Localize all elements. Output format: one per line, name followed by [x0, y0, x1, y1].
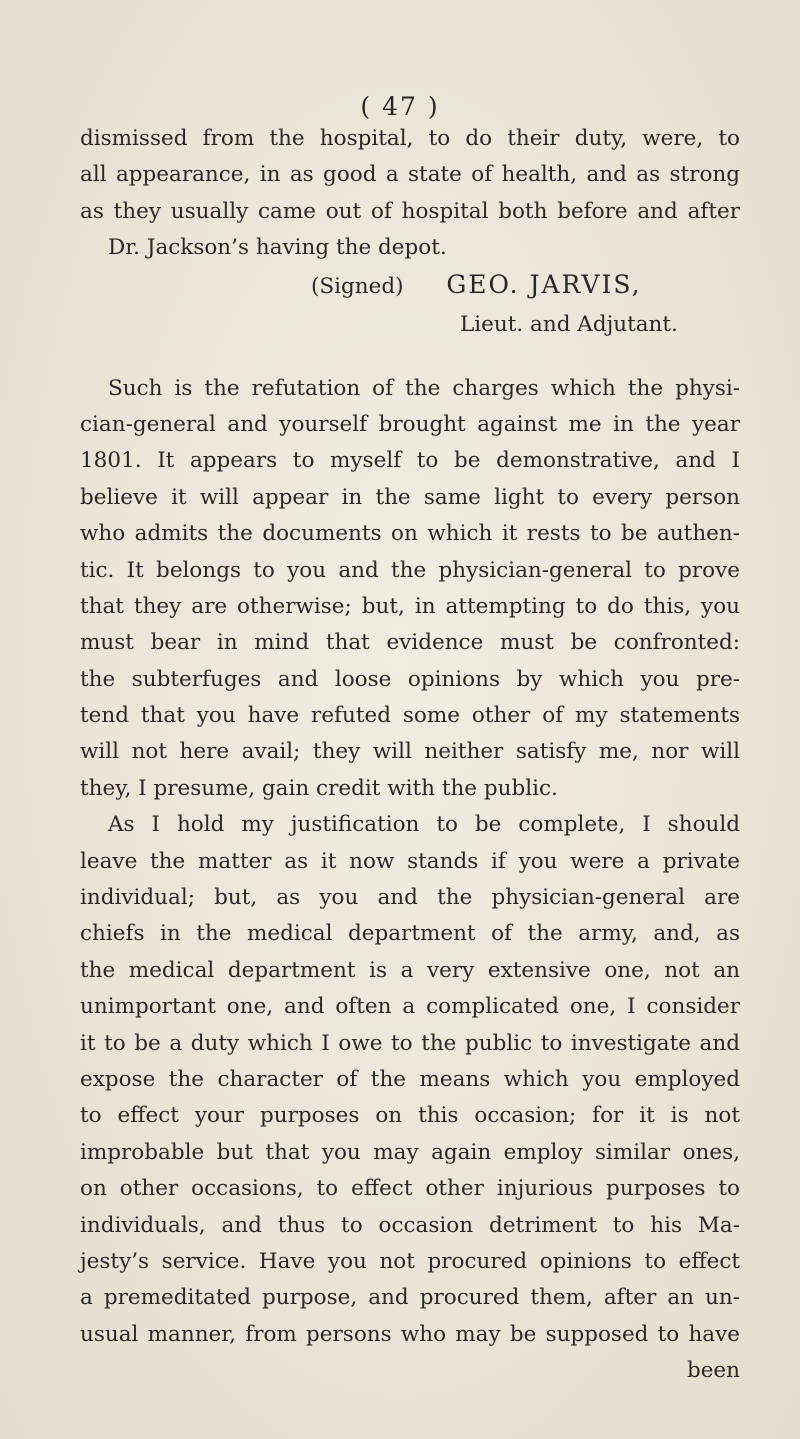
letter-closing	[80, 121, 740, 267]
signer-name: GEO. JARVIS,	[446, 269, 642, 299]
text-line: improbable but that you may again employ similar ones,	[80, 1139, 740, 1165]
text-line: all appearance, in as good a state of health, and as strong	[80, 162, 740, 188]
signature-row	[80, 267, 740, 307]
signature-block	[80, 267, 740, 345]
paragraph-gap	[80, 345, 740, 371]
text-line: Such is the refutation of the charges which the physi-	[108, 375, 740, 401]
signer-rank: Lieut. and Adjutant.	[460, 311, 678, 337]
paragraph-refutation	[80, 371, 740, 808]
text-line: expose the character of the means which you employed	[80, 1066, 740, 1092]
text-line: As I hold my justification to be complete, I should	[108, 812, 740, 838]
paragraph-justification	[80, 807, 740, 1353]
body-text	[80, 121, 740, 1389]
text-line: leave the matter as it now stands if you were a private	[80, 848, 740, 874]
text-line: who admits the documents on which it rests to be authen-	[80, 521, 740, 547]
text-line: believe it will appear in the same light to every person	[80, 484, 740, 510]
text-line: will not here avail; they will neither satisfy me, nor will	[80, 739, 740, 765]
text-line: the subterfuges and loose opinions by which you pre-	[80, 666, 740, 692]
text-line: to effect your purposes on this occasion; for it is not	[80, 1103, 740, 1129]
catchword: been	[686, 1358, 740, 1384]
page-number: ( 47 )	[360, 92, 440, 121]
text-line: on other occasions, to effect other injurious purposes to	[80, 1176, 740, 1202]
signed-label: (Signed)	[311, 273, 404, 299]
text-line: chiefs in the medical department of the army, and, as	[80, 921, 740, 947]
text-line: tend that you have refuted some other of my statements	[80, 703, 740, 729]
text-line: unimportant one, and often a complicated one, I consider	[80, 994, 740, 1020]
text-line: that they are otherwise; but, in attempting to do this, you	[80, 593, 740, 619]
text-line: must bear in mind that evidence must be confronted:	[80, 630, 740, 656]
text-line: usual manner, from persons who may be supposed to have	[80, 1321, 740, 1347]
text-line: cian-general and yourself brought against me in the year	[80, 411, 740, 437]
text-line: Dr. Jackson’s having the depot.	[108, 235, 447, 261]
text-line: dismissed from the hospital, to do their duty, were, to	[80, 126, 740, 151]
text-line: individual; but, as you and the physician-general are	[80, 885, 740, 911]
text-line: individuals, and thus to occasion detriment to his Ma-	[80, 1212, 740, 1238]
text-line: jesty’s service. Have you not procured opinions to effect	[80, 1248, 740, 1274]
text-line: as they usually came out of hospital both before and after	[80, 198, 740, 224]
text-line: 1801. It appears to myself to be demonstrative, and I	[80, 448, 740, 474]
text-line: a premeditated purpose, and procured them, after an un-	[80, 1285, 740, 1311]
text-line: they, I presume, gain credit with the public.	[80, 775, 558, 801]
text-line: the medical department is a very extensive one, not an	[80, 957, 740, 983]
text-line: it to be a duty which I owe to the public to investigate and	[80, 1030, 740, 1056]
text-line: tic. It belongs to you and the physician-general to prove	[80, 557, 740, 583]
